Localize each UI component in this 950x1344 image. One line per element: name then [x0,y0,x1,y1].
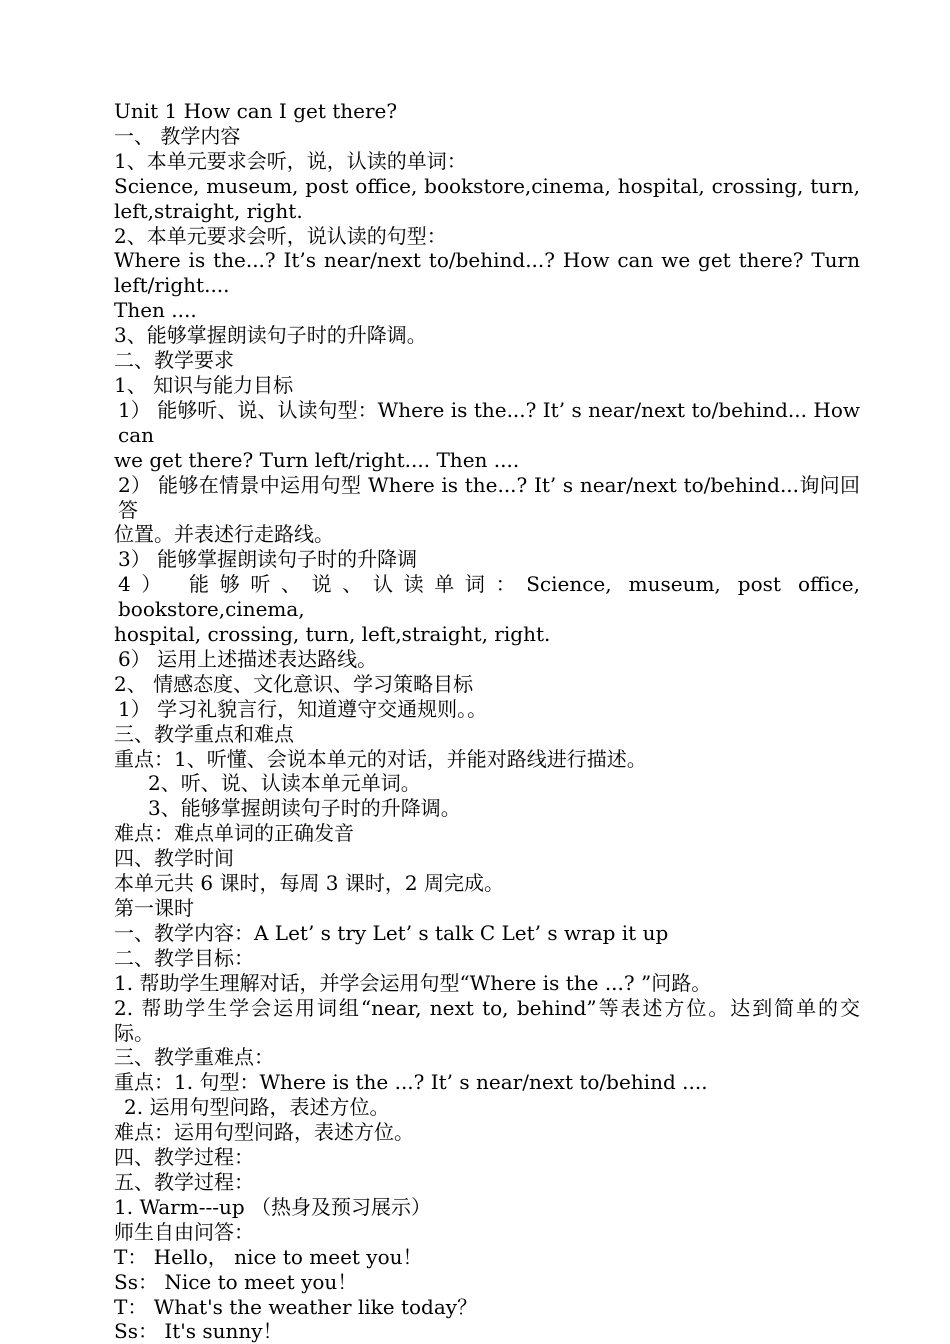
text-line: hospital, crossing, turn, left,straight, right. [114,622,551,647]
text-line: Science, museum, post office, bookstore,cinema, hospital, crossing, turn, [114,173,860,198]
text-line: 3） 能够掌握朗读句子时的升降调 [118,547,418,572]
text-line: 位置。并表述行走路线。 [114,522,334,547]
text-line: we get there? Turn left/right.... Then .... [114,447,520,472]
subsection-heading: 1、 知识与能力目标 [114,372,294,397]
text-line: 一、教学内容：A Let’ s try Let’ s talk C Let’ s wrap it up [114,920,669,945]
text-line: 重点：1、听懂、会说本单元的对话，并能对路线进行描述。 [114,746,647,771]
text-line: 4） 能够听、说、认读单词：Science, museum, post office, bookstore,cinema, [118,572,860,622]
section-heading: 二、教学目标： [114,945,254,970]
text-line: 2、本单元要求会听，说认读的句型： [114,223,447,248]
text-line: 1. 帮助学生理解对话，并学会运用句型“Where is the ...? ”问路。 [114,970,712,995]
text-line: 3、能够掌握朗读句子时的升降调。 [114,323,427,348]
text-line: Then .... [114,298,197,323]
section-heading: 五、教学过程： [114,1169,254,1194]
text-line: 重点：1. 句型：Where is the ...? It’ s near/next to/behind .... [114,1070,708,1095]
section-heading: 四、教学时间 [114,846,234,871]
text-line: 难点：难点单词的正确发音 [114,821,354,846]
text-line: 6） 运用上述描述表达路线。 [118,646,378,671]
dialogue-line: T： What's the weather like today？ [114,1294,478,1319]
text-line: 2. 帮助学生学会运用词组“near, next to, behind”等表述方位。达到简单的交 [114,995,860,1020]
section-heading: 一、 教学内容 [114,123,241,148]
text-line: 难点：运用句型问路，表述方位。 [114,1120,414,1145]
text-line: 本单元共 6 课时，每周 3 课时，2 周完成。 [114,871,504,896]
unit-title: Unit 1 How can I get there? [114,99,398,123]
text-line: 1. Warm---up （热身及预习展示） [114,1194,432,1219]
text-line: 际。 [114,1020,154,1045]
dialogue-line: Ss： It's sunny！ [114,1319,283,1344]
subsection-heading: 2、 情感态度、文化意识、学习策略目标 [114,671,474,696]
section-heading: 三、教学重点和难点 [114,721,294,746]
text-line: 2） 能够在情景中运用句型 Where is the...? It’ s near/next to/behind...询问回答 [118,472,860,522]
text-line: Where is the...? It’s near/next to/behind...? How can we get there? Turn left/right.... [114,248,860,298]
dialogue-line: Ss： Nice to meet you！ [114,1269,358,1294]
text-line: 2. 运用句型问路，表述方位。 [124,1095,390,1120]
text-line: 2、听、说、认读本单元单词。 [148,771,421,796]
section-heading: 四、教学过程： [114,1145,254,1170]
text-line: 1、本单元要求会听，说，认读的单词： [114,148,467,173]
section-heading: 三、教学重难点： [114,1045,274,1070]
text-line: 师生自由问答： [114,1219,254,1244]
section-heading: 二、教学要求 [114,348,234,373]
dialogue-line: T： Hello， nice to meet you！ [114,1244,423,1269]
text-line: left,straight, right. [114,198,303,223]
text-line: 3、能够掌握朗读句子时的升降调。 [148,796,461,821]
lesson-heading: 第一课时 [114,896,194,920]
text-line: 1） 能够听、说、认读句型：Where is the...? It’ s near/next to/behind... How can [118,397,860,447]
text-line: 1） 学习礼貌言行，知道遵守交通规则。。 [118,696,488,721]
document-body [114,99,860,1344]
